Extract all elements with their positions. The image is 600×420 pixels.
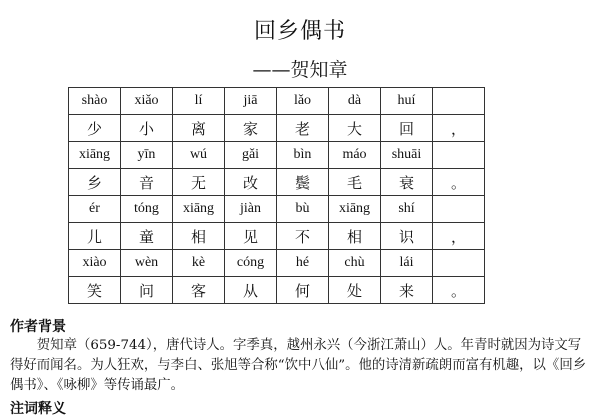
hanzi-cell: 家 <box>225 115 277 142</box>
hanzi-row <box>69 277 485 304</box>
author-background-heading: 作者背景 <box>10 319 66 335</box>
hanzi-cell: 。 <box>433 277 485 304</box>
hanzi-cell: ， <box>433 223 485 250</box>
hanzi-cell: 笑 <box>69 277 121 304</box>
hanzi-cell: 从 <box>225 277 277 304</box>
pinyin-cell: xiào <box>69 250 121 277</box>
pinyin-cell: xiāng <box>69 142 121 169</box>
pinyin-cell: kè <box>173 250 225 277</box>
pinyin-cell: jiā <box>225 88 277 115</box>
pinyin-cell: wèn <box>121 250 173 277</box>
pinyin-row <box>69 88 485 115</box>
hanzi-cell: 。 <box>433 169 485 196</box>
pinyin-cell <box>433 196 485 223</box>
pinyin-cell: lǎo <box>277 88 329 115</box>
hanzi-cell: 改 <box>225 169 277 196</box>
hanzi-cell: 少 <box>69 115 121 142</box>
hanzi-cell: 离 <box>173 115 225 142</box>
hanzi-cell: 乡 <box>69 169 121 196</box>
pinyin-cell: lí <box>173 88 225 115</box>
poem-author: ——贺知章 <box>252 59 348 81</box>
hanzi-cell: 何 <box>277 277 329 304</box>
pinyin-row <box>69 196 485 223</box>
hanzi-cell: 大 <box>329 115 381 142</box>
pinyin-cell: xiāng <box>329 196 381 223</box>
hanzi-cell: 来 <box>381 277 433 304</box>
hanzi-row <box>69 223 485 250</box>
pinyin-cell: shí <box>381 196 433 223</box>
hanzi-cell: 问 <box>121 277 173 304</box>
hanzi-cell: 儿 <box>69 223 121 250</box>
hanzi-cell: 识 <box>381 223 433 250</box>
pinyin-cell: hé <box>277 250 329 277</box>
notes-heading: 注词释义 <box>10 401 66 417</box>
pinyin-cell: wú <box>173 142 225 169</box>
pinyin-cell: bìn <box>277 142 329 169</box>
hanzi-cell: 音 <box>121 169 173 196</box>
pinyin-cell: huí <box>381 88 433 115</box>
hanzi-cell: 童 <box>121 223 173 250</box>
hanzi-cell: 处 <box>329 277 381 304</box>
pinyin-cell <box>433 250 485 277</box>
hanzi-cell: 老 <box>277 115 329 142</box>
pinyin-cell: dà <box>329 88 381 115</box>
pinyin-cell: máo <box>329 142 381 169</box>
hanzi-row <box>69 169 485 196</box>
pinyin-cell: shào <box>69 88 121 115</box>
hanzi-cell: 相 <box>329 223 381 250</box>
hanzi-cell: 鬓 <box>277 169 329 196</box>
pinyin-cell: xiǎo <box>121 88 173 115</box>
pinyin-cell: cóng <box>225 250 277 277</box>
poem-title: 回乡偶书 <box>253 19 346 44</box>
hanzi-cell: 相 <box>173 223 225 250</box>
hanzi-cell: 见 <box>225 223 277 250</box>
hanzi-cell: 不 <box>277 223 329 250</box>
pinyin-row <box>69 250 485 277</box>
pinyin-cell: gǎi <box>225 142 277 169</box>
pinyin-cell: bù <box>277 196 329 223</box>
pinyin-cell <box>433 142 485 169</box>
pinyin-cell: ér <box>69 196 121 223</box>
hanzi-cell: 回 <box>381 115 433 142</box>
pinyin-cell: tóng <box>121 196 173 223</box>
author-background-text: 贺知章（659-744），唐代诗人。字季真，越州永兴（今浙江萧山）人。年青时就因为诗文写得好而闻名。为人狂欢，与李白、张旭等合称“饮中八仙”。他的诗清新疏朗而富有机趣，以《回乡偶书》、《咏柳》等传诵最广。 <box>10 338 587 393</box>
pinyin-cell: jiàn <box>225 196 277 223</box>
pinyin-cell: xiāng <box>173 196 225 223</box>
hanzi-cell: 衰 <box>381 169 433 196</box>
pinyin-cell: chù <box>329 250 381 277</box>
hanzi-cell: ， <box>433 115 485 142</box>
hanzi-cell: 毛 <box>329 169 381 196</box>
pinyin-cell: shuāi <box>381 142 433 169</box>
poem-table <box>68 87 485 304</box>
hanzi-cell: 小 <box>121 115 173 142</box>
hanzi-row <box>69 115 485 142</box>
pinyin-cell <box>433 88 485 115</box>
pinyin-row <box>69 142 485 169</box>
pinyin-cell: yīn <box>121 142 173 169</box>
hanzi-cell: 无 <box>173 169 225 196</box>
pinyin-cell: lái <box>381 250 433 277</box>
hanzi-cell: 客 <box>173 277 225 304</box>
